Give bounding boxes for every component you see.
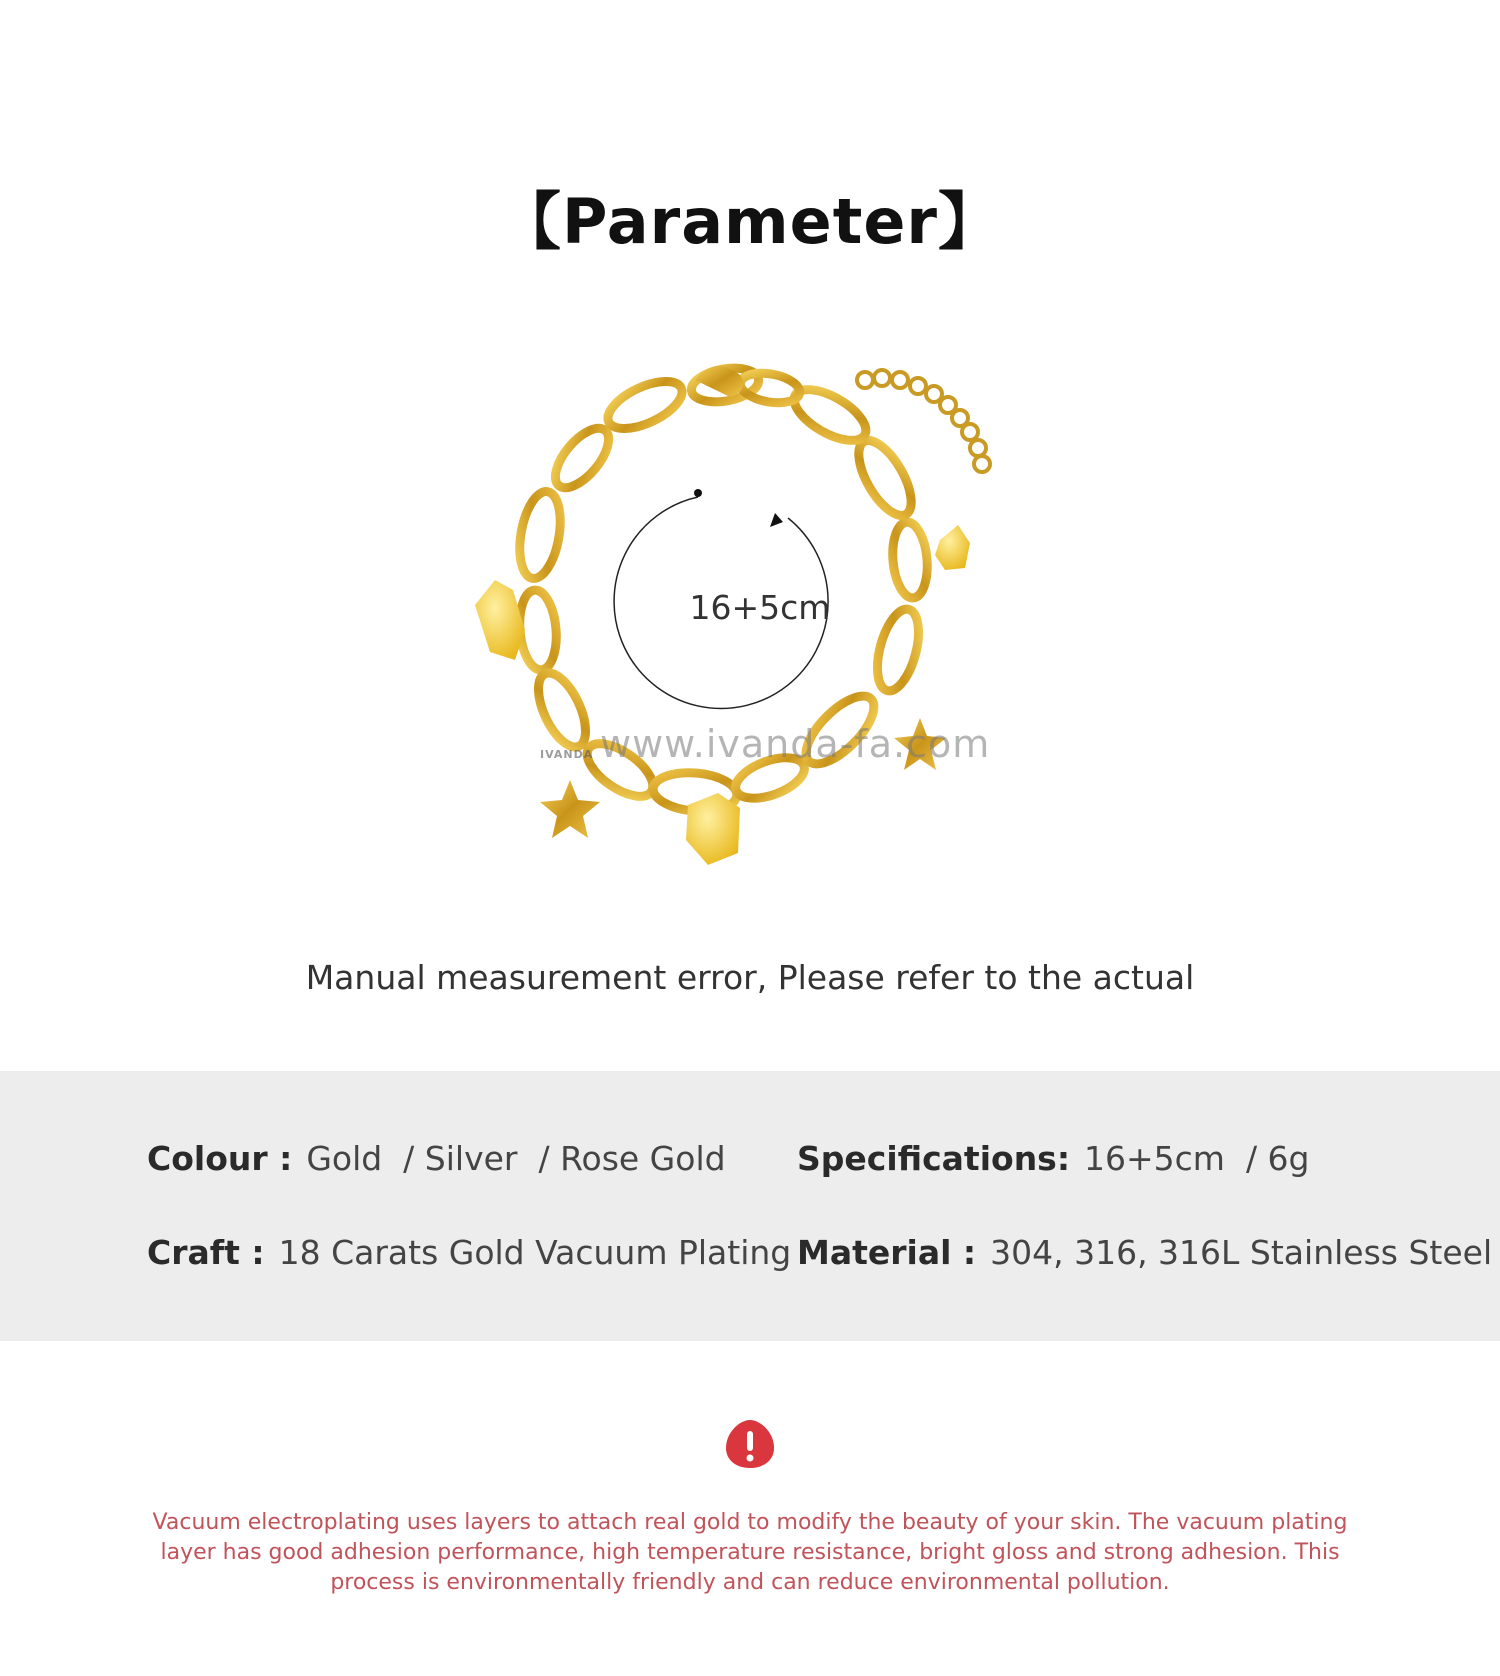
spec-panel bbox=[0, 1071, 1500, 1341]
yellow-stone-right bbox=[935, 525, 970, 570]
spec-colour bbox=[147, 1139, 726, 1178]
spec-material bbox=[797, 1233, 1492, 1272]
measure-start-dot bbox=[694, 489, 702, 497]
product-image bbox=[470, 360, 1070, 920]
measurement-note: Manual measurement error, Please refer to the actual bbox=[305, 958, 1195, 997]
page-title: 【Parameter】 bbox=[499, 185, 1001, 258]
spec-specifications-value: 16+5cm / 6g bbox=[1084, 1139, 1310, 1178]
spec-material-value: 304, 316, 316L Stainless Steel bbox=[990, 1233, 1493, 1272]
spec-colour-label: Colour : bbox=[147, 1139, 293, 1178]
size-label: 16+5cm bbox=[689, 588, 831, 627]
warning-icon bbox=[724, 1418, 776, 1470]
spec-craft-label: Craft : bbox=[147, 1233, 265, 1272]
bracelet-illustration bbox=[470, 360, 1070, 920]
warning-text: Vacuum electroplating uses layers to attach real gold to modify the beauty of your skin. The vacuum plating layer has good adhesion performance, high temperature resistance, bright gloss and strong adhesion. This process is environmentally friendly and can reduce environmental pollution. bbox=[152, 1510, 1348, 1595]
star-charm-left bbox=[540, 780, 600, 838]
spec-craft-value: 18 Carats Gold Vacuum Plating bbox=[278, 1233, 792, 1272]
spec-colour-value: Gold / Silver / Rose Gold bbox=[306, 1139, 726, 1178]
spec-specifications-label: Specifications: bbox=[797, 1139, 1071, 1178]
yellow-stone-bottom bbox=[686, 793, 740, 865]
watermark-url: www.ivanda-fa.com bbox=[600, 722, 991, 766]
watermark-logo: IVANDA bbox=[540, 748, 594, 761]
yellow-stone-left bbox=[475, 580, 525, 660]
measure-arrow-icon bbox=[770, 513, 783, 527]
extender-chain bbox=[857, 370, 990, 472]
spec-specifications bbox=[797, 1139, 1310, 1178]
spec-material-label: Material : bbox=[797, 1233, 977, 1272]
spec-craft bbox=[147, 1233, 791, 1272]
